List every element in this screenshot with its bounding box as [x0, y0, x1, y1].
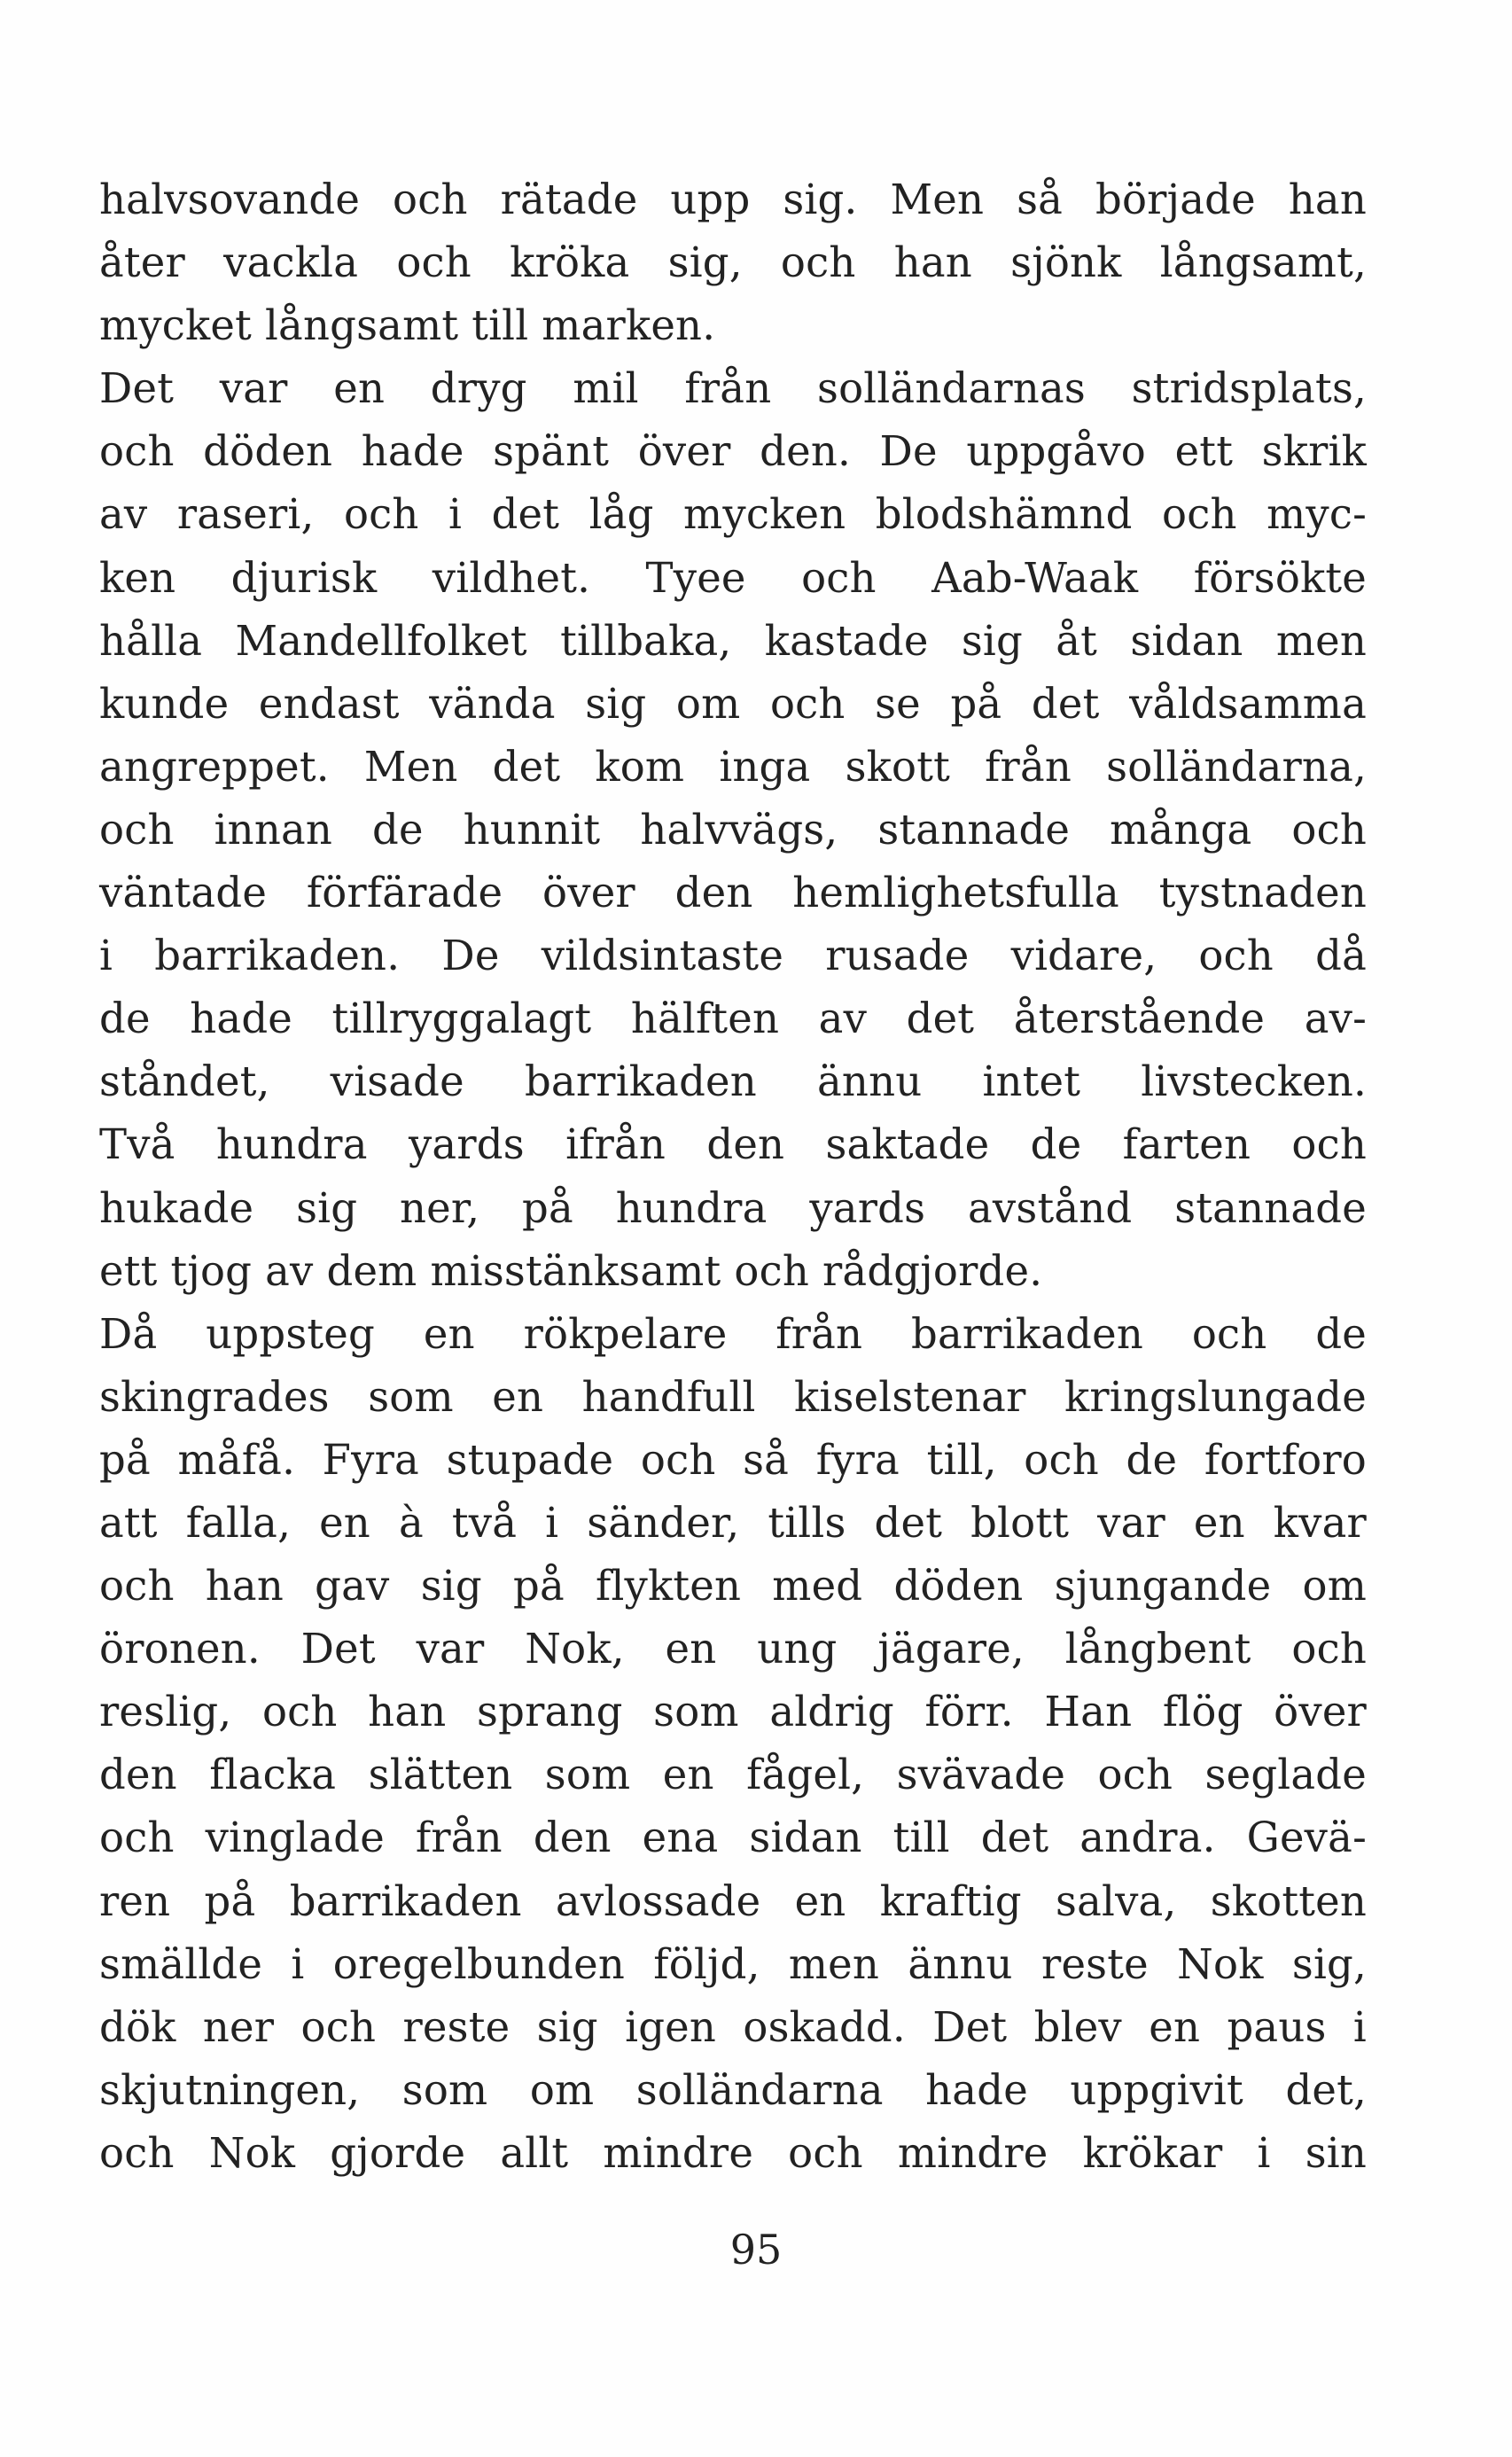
- text-line: skjutningen, som om solländarna hade uppgivit det,: [99, 2065, 1367, 2114]
- text-line: Två hundra yards ifrån den saktade de farten och: [99, 1120, 1367, 1169]
- text-line: reslig, och han sprang som aldrig förr. Han flög över: [99, 1688, 1367, 1736]
- text-line: väntade förfärade över den hemlighetsfulla tystnaden: [99, 869, 1367, 917]
- page-number: 95: [729, 2226, 783, 2274]
- text-line: smällde i oregelbunden följd, men ännu reste Nok sig,: [99, 1939, 1367, 1988]
- text-line: att falla, en à två i sänder, tills det blott var en kvar: [99, 1498, 1367, 1547]
- text-line: kunde endast vända sig om och se på det våldsamma: [99, 679, 1367, 728]
- text-line: ett tjog av dem misstänksamt och rådgjorde.: [99, 1246, 1043, 1295]
- text-line: ren på barrikaden avlossade en kraftig salva, skotten: [99, 1876, 1367, 1925]
- text-line: ken djurisk vildhet. Tyee och Aab-Waak försökte: [99, 553, 1367, 602]
- text-line: och Nok gjorde allt mindre och mindre krökar i sin: [99, 2128, 1367, 2177]
- text-line: de hade tillryggalagt hälften av det återstående av-: [99, 994, 1367, 1043]
- text-line: och han gav sig på flykten med döden sjungande om: [99, 1562, 1367, 1611]
- text-line: dök ner och reste sig igen oskadd. Det blev en paus i: [99, 2002, 1367, 2051]
- text-line: angreppet. Men det kom inga skott från solländarna,: [99, 742, 1367, 791]
- text-line: halvsovande och rätade upp sig. Men så började han: [99, 176, 1367, 223]
- text-line: ståndet, visade barrikaden ännu intet livstecken.: [99, 1057, 1367, 1106]
- text-line: på måfå. Fyra stupade och så fyra till, och de fortforo: [99, 1435, 1367, 1484]
- body-text: [99, 168, 1367, 2185]
- text-line: åter vackla och kröka sig, och han sjönk långsamt,: [99, 238, 1367, 287]
- text-line: mycket långsamt till marken.: [99, 301, 716, 350]
- text-line: Då uppsteg en rökpelare från barrikaden och de: [99, 1309, 1367, 1358]
- text-line: i barrikaden. De vildsintaste rusade vidare, och då: [99, 932, 1367, 980]
- text-line: av raseri, och i det låg mycken blodshämnd och myc-: [99, 490, 1367, 539]
- text-line: hukade sig ner, på hundra yards avstånd stannade: [99, 1183, 1367, 1232]
- text-line: och döden hade spänt över den. De uppgåvo ett skrik: [99, 427, 1367, 476]
- text-line: skingrades som en handfull kiselstenar kringslungade: [99, 1372, 1367, 1421]
- text-line: och innan de hunnit halvvägs, stannade många och: [99, 805, 1367, 854]
- text-line: och vinglade från den ena sidan till det andra. Gevä-: [99, 1814, 1367, 1862]
- text-line: den flacka slätten som en fågel, svävade och seglade: [99, 1751, 1367, 1799]
- text-line: hålla Mandellfolket tillbaka, kastade sig åt sidan men: [99, 616, 1367, 665]
- text-line: öronen. Det var Nok, en ung jägare, långbent och: [99, 1625, 1367, 1673]
- text-line: Det var en dryg mil från solländarnas stridsplats,: [99, 364, 1367, 413]
